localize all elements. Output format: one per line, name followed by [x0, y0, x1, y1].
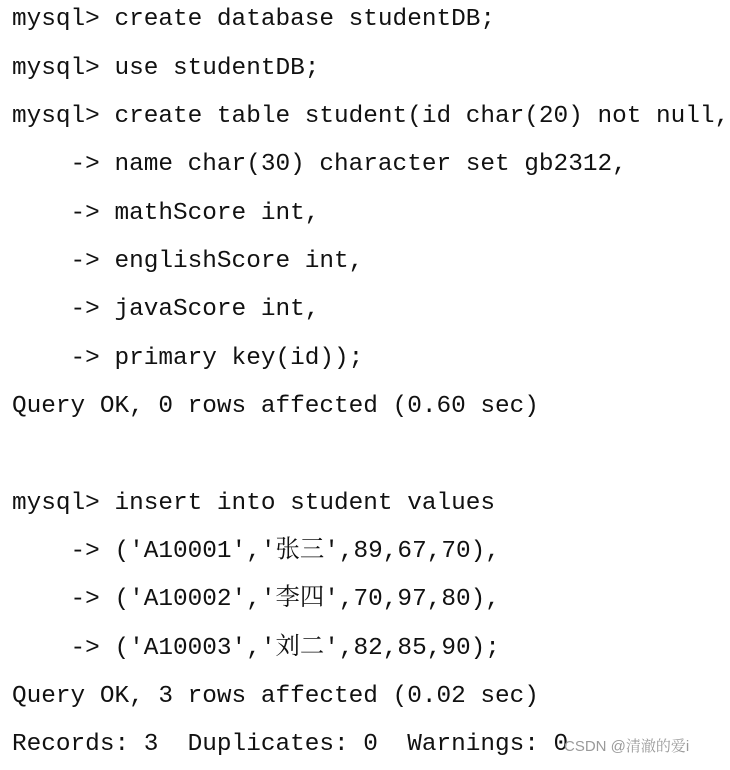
output-line-query-ok-insert: Query OK, 3 rows affected (0.02 sec)	[12, 683, 539, 710]
output-line-query-ok-create: Query OK, 0 rows affected (0.60 sec)	[12, 393, 539, 420]
continuation-line-javascore-column: -> javaScore int,	[12, 296, 320, 323]
continuation-line-englishscore-column: -> englishScore int,	[12, 248, 364, 275]
continuation-line-mathscore-column: -> mathScore int,	[12, 200, 320, 227]
continuation-line-row-3: -> ('A10003','刘二',82,85,90);	[12, 635, 500, 662]
output-line-records-summary: Records: 3 Duplicates: 0 Warnings: 0	[12, 731, 569, 758]
continuation-line-name-column: -> name char(30) character set gb2312,	[12, 151, 627, 178]
command-line-create-database: mysql> create database studentDB;	[12, 6, 496, 33]
continuation-line-primary-key: -> primary key(id));	[12, 345, 364, 372]
continuation-line-row-2: -> ('A10002','李四',70,97,80),	[12, 586, 500, 613]
command-line-insert: mysql> insert into student values	[12, 490, 496, 517]
command-line-create-table: mysql> create table student(id char(20) not null,	[12, 103, 730, 130]
continuation-line-row-1: -> ('A10001','张三',89,67,70),	[12, 538, 500, 565]
command-line-use-database: mysql> use studentDB;	[12, 55, 320, 82]
csdn-watermark: CSDN @清澈的爱i	[564, 738, 690, 755]
